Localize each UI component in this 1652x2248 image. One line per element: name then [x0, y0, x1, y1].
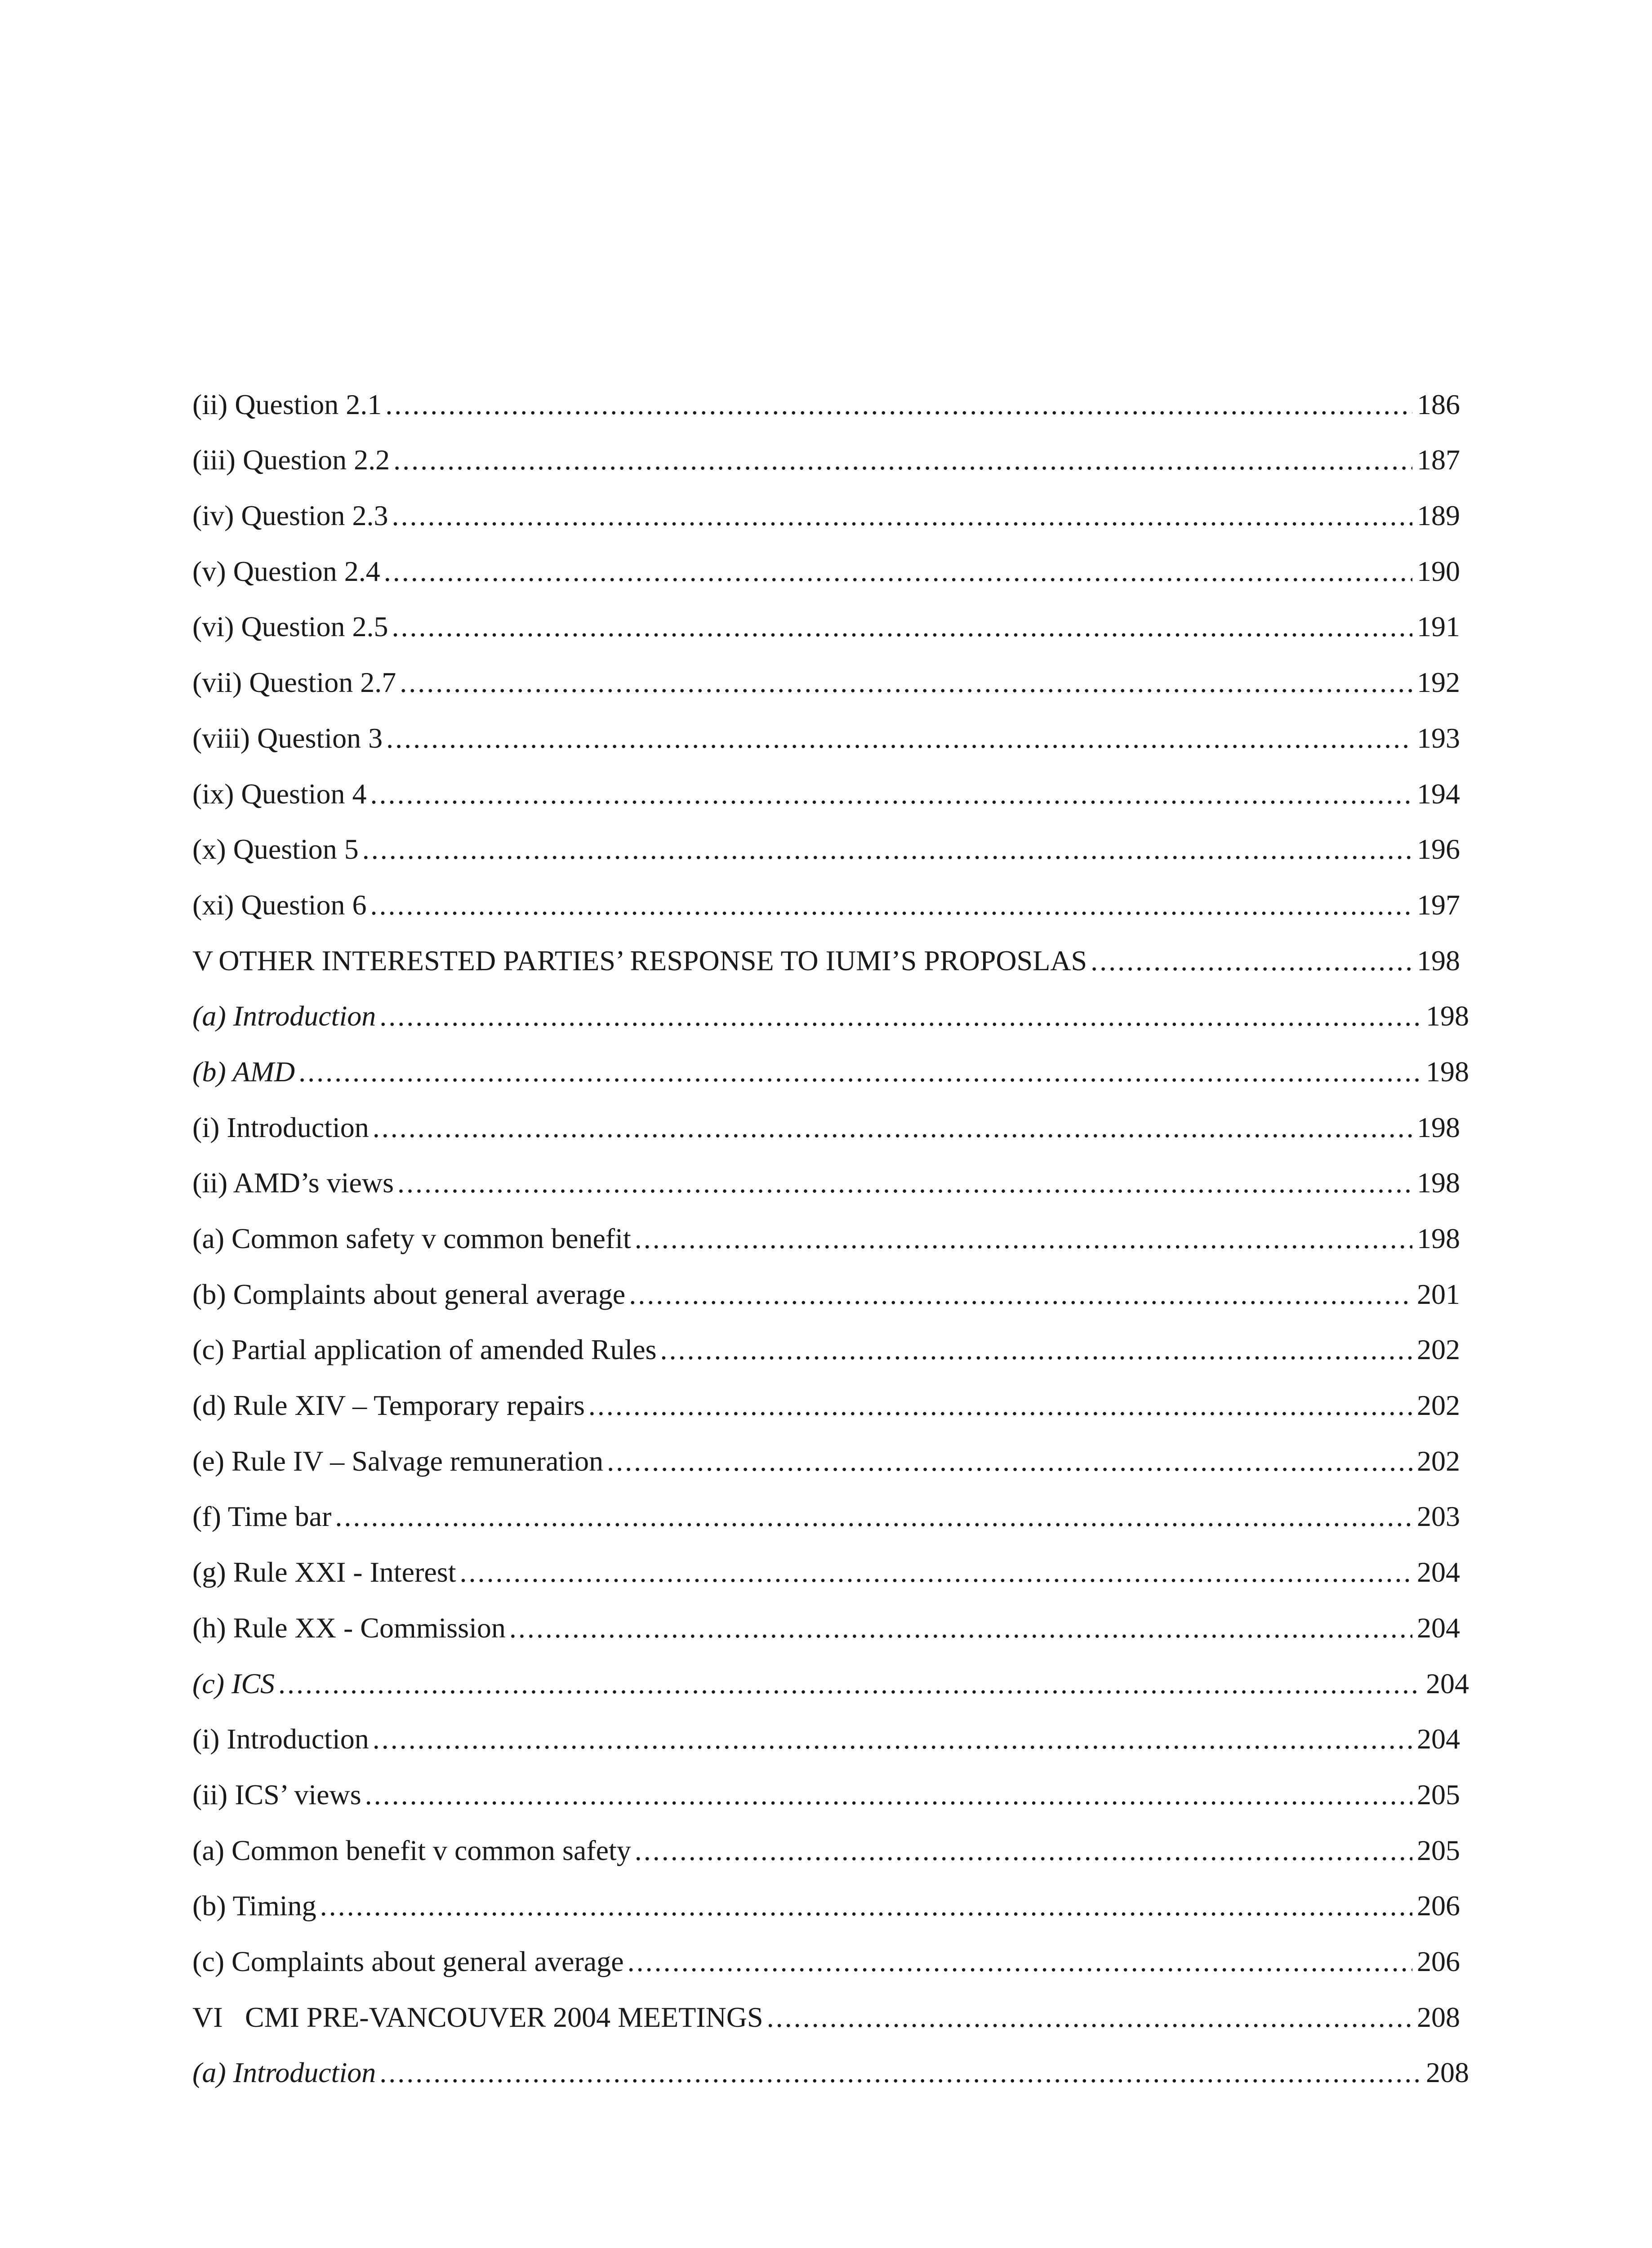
toc-entry	[192, 1824, 1460, 1880]
toc-page-number: 202	[1417, 1389, 1460, 1422]
toc-entry	[192, 1102, 1460, 1157]
toc-page-number: 198	[1417, 1222, 1460, 1254]
toc-entry-title: OTHER INTERESTED PARTIES’ RESPONSE TO IUMI’S PROPOSLAS	[218, 944, 1087, 977]
toc-entry	[192, 990, 1469, 1046]
toc-entry	[192, 1268, 1460, 1324]
toc-page-number: 208	[1426, 2056, 1469, 2089]
dot-leader	[393, 446, 1412, 474]
toc-entry-title: (c) Complaints about general average	[192, 1945, 624, 1977]
toc-entry	[192, 2047, 1469, 2103]
toc-page-number: 187	[1417, 444, 1460, 476]
toc-entry	[192, 1046, 1469, 1102]
toc-entry-title: (e) Rule IV – Salvage remuneration	[192, 1445, 604, 1477]
toc-entry-title: (i) Introduction	[192, 1723, 369, 1755]
toc-entry	[192, 1769, 1460, 1824]
toc-page-number: 204	[1417, 1611, 1460, 1644]
toc-entry-title: (x) Question 5	[192, 833, 359, 865]
dot-leader	[385, 390, 1412, 419]
dot-leader	[628, 1947, 1412, 1976]
toc-entry	[192, 1602, 1460, 1658]
dot-leader	[379, 2058, 1421, 2087]
dot-leader	[588, 1391, 1412, 1420]
toc-page-number: 196	[1417, 833, 1460, 865]
toc-entry	[192, 879, 1460, 935]
toc-page-number: 197	[1417, 888, 1460, 921]
toc-page-number: 194	[1417, 777, 1460, 810]
dot-leader	[392, 612, 1413, 641]
dot-leader	[629, 1280, 1412, 1309]
toc-entry	[192, 434, 1460, 490]
dot-leader	[373, 1113, 1412, 1142]
toc-entry-title: (ii) Question 2.1	[192, 388, 382, 420]
toc-entry	[192, 601, 1460, 657]
toc-entry	[192, 1213, 1460, 1268]
dot-leader	[320, 1891, 1412, 1920]
dot-leader	[370, 891, 1413, 919]
toc-entry	[192, 1658, 1469, 1713]
toc-entry	[192, 712, 1460, 768]
dot-leader	[335, 1502, 1412, 1531]
toc-page-number: 198	[1417, 1167, 1460, 1199]
toc-entry	[192, 545, 1460, 601]
dot-leader	[660, 1335, 1412, 1364]
table-of-contents	[192, 379, 1469, 2102]
toc-entry-title: (iv) Question 2.3	[192, 500, 388, 532]
toc-section-number: V	[192, 944, 214, 977]
toc-entry-title: (ii) ICS’ views	[192, 1778, 361, 1811]
toc-entry-title: (a) Common benefit v common safety	[192, 1834, 631, 1866]
toc-page-number: 186	[1417, 388, 1460, 420]
dot-leader	[379, 1002, 1421, 1030]
dot-leader	[459, 1558, 1412, 1587]
toc-entry-title: (g) Rule XXI - Interest	[192, 1556, 456, 1588]
toc-entry-title: (ix) Question 4	[192, 777, 367, 810]
toc-page-number: 203	[1417, 1500, 1460, 1533]
toc-page-number: 193	[1417, 722, 1460, 754]
toc-entry-title: (v) Question 2.4	[192, 555, 380, 587]
dot-leader	[767, 2003, 1412, 2032]
toc-page-number: 208	[1417, 2001, 1460, 2033]
toc-entry	[192, 490, 1460, 545]
toc-page-number: 204	[1426, 1667, 1469, 1699]
toc-page-number: 204	[1417, 1723, 1460, 1755]
dot-leader	[635, 1836, 1412, 1865]
toc-entry-title: (a) Introduction	[192, 2056, 376, 2089]
toc-page-number: 205	[1417, 1834, 1460, 1866]
toc-page-number: 202	[1417, 1445, 1460, 1477]
dot-leader	[298, 1057, 1421, 1086]
dot-leader	[365, 1780, 1412, 1809]
toc-entry	[192, 656, 1460, 712]
dot-leader	[400, 668, 1412, 697]
toc-page-number: 205	[1417, 1778, 1460, 1811]
toc-entry-title: (c) Partial application of amended Rules	[192, 1334, 657, 1366]
toc-entry-title: CMI PRE-VANCOUVER 2004 MEETINGS	[245, 2001, 763, 2033]
toc-entry-title: (viii) Question 3	[192, 722, 383, 754]
toc-section-heading	[192, 935, 1460, 990]
toc-entry-title: (xi) Question 6	[192, 888, 367, 921]
toc-page-number: 192	[1417, 666, 1460, 699]
dot-leader	[1091, 946, 1412, 975]
dot-leader	[392, 501, 1413, 530]
toc-entry-title: (a) Common safety v common benefit	[192, 1222, 631, 1254]
toc-entry-title: (h) Rule XX - Commission	[192, 1611, 506, 1644]
toc-page-number: 198	[1426, 1055, 1469, 1088]
toc-entry	[192, 1936, 1460, 1991]
toc-entry	[192, 824, 1460, 879]
toc-page-number: 190	[1417, 555, 1460, 587]
toc-entry	[192, 1491, 1460, 1547]
toc-entry	[192, 768, 1460, 824]
dot-leader	[362, 835, 1412, 864]
toc-entry-title: (b) Timing	[192, 1890, 316, 1922]
toc-entry	[192, 1546, 1460, 1602]
toc-entry-title: (ii) AMD’s views	[192, 1167, 394, 1199]
toc-entry	[192, 1435, 1460, 1491]
dot-leader	[278, 1669, 1421, 1698]
dot-leader	[607, 1447, 1412, 1476]
dot-leader	[635, 1224, 1412, 1253]
toc-entry-title: (c) ICS	[192, 1667, 275, 1699]
toc-page-number: 198	[1426, 1000, 1469, 1032]
toc-page-number: 202	[1417, 1334, 1460, 1366]
dot-leader	[509, 1614, 1412, 1642]
toc-page-number: 198	[1417, 944, 1460, 977]
toc-entry	[192, 1157, 1460, 1213]
toc-page-number: 201	[1417, 1278, 1460, 1310]
toc-page-number: 189	[1417, 500, 1460, 532]
toc-entry	[192, 1324, 1460, 1380]
toc-entry-title: (a) Introduction	[192, 1000, 376, 1032]
toc-entry	[192, 379, 1460, 434]
dot-leader	[397, 1169, 1412, 1197]
toc-entry	[192, 1379, 1460, 1435]
dot-leader	[386, 724, 1412, 753]
toc-entry-title: (iii) Question 2.2	[192, 444, 390, 476]
toc-entry	[192, 1880, 1460, 1936]
toc-page-number: 204	[1417, 1556, 1460, 1588]
dot-leader	[373, 1725, 1412, 1753]
toc-entry-title: (vii) Question 2.7	[192, 666, 396, 699]
toc-page-number: 206	[1417, 1945, 1460, 1977]
toc-entry-title: (i) Introduction	[192, 1111, 369, 1143]
dot-leader	[370, 780, 1413, 808]
toc-entry	[192, 1713, 1460, 1769]
toc-page-number: 206	[1417, 1890, 1460, 1922]
toc-entry-title: (b) Complaints about general average	[192, 1278, 626, 1310]
toc-entry-title: (d) Rule XIV – Temporary repairs	[192, 1389, 585, 1422]
toc-page-number: 198	[1417, 1111, 1460, 1143]
dot-leader	[384, 557, 1412, 586]
toc-page-number: 191	[1417, 611, 1460, 643]
toc-entry-title: (b) AMD	[192, 1055, 295, 1088]
toc-section-number: VI	[192, 2001, 223, 2033]
toc-entry-title: (vi) Question 2.5	[192, 611, 388, 643]
toc-entry-title: (f) Time bar	[192, 1500, 332, 1533]
toc-section-heading	[192, 1991, 1460, 2047]
